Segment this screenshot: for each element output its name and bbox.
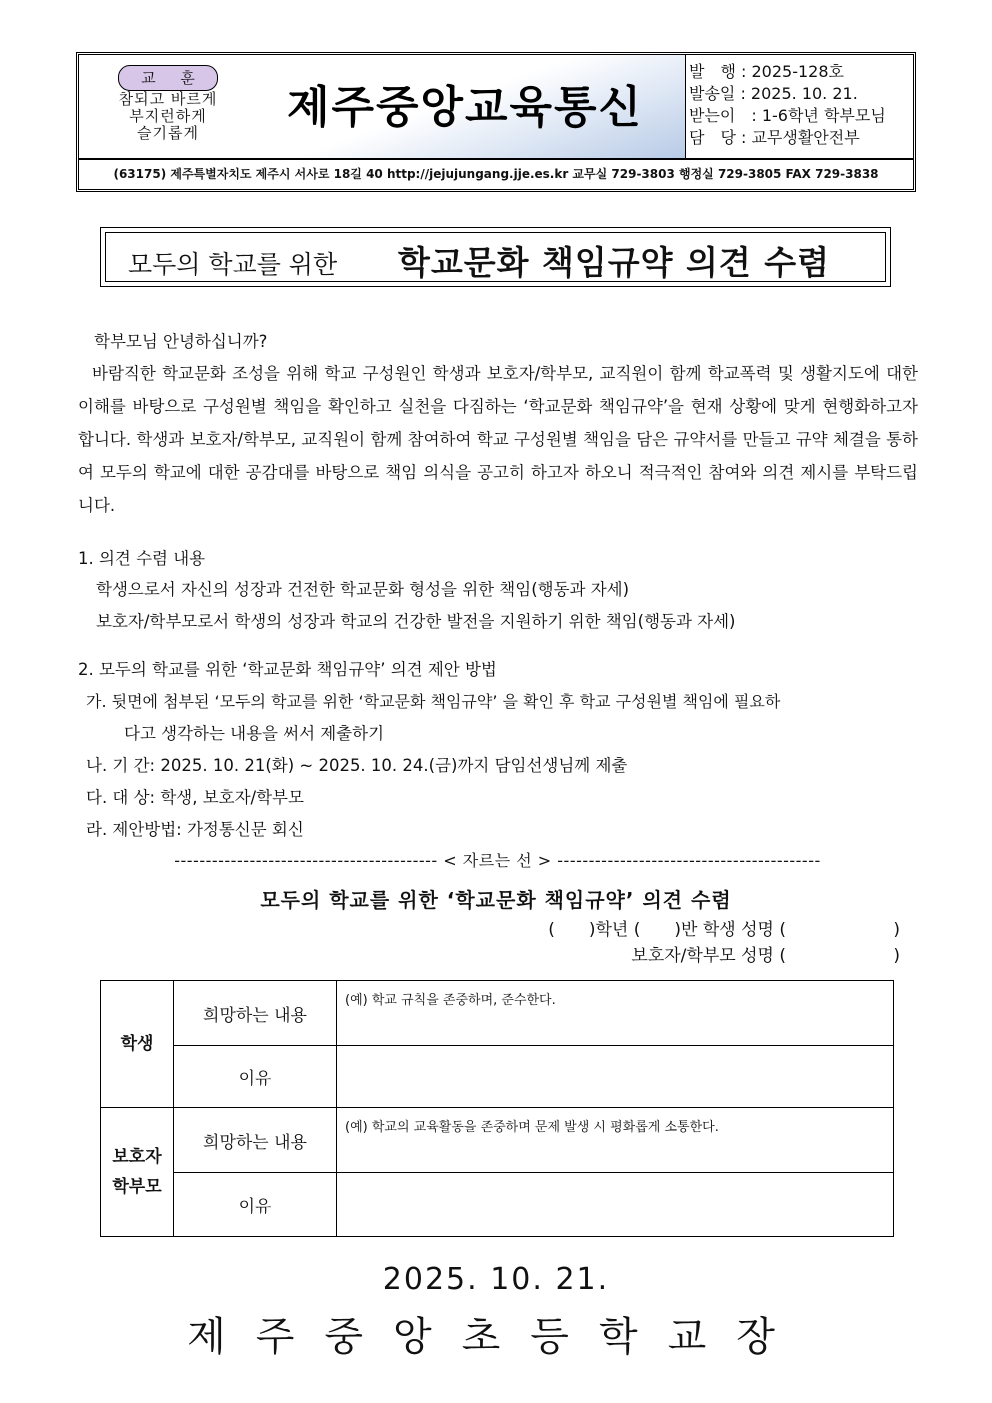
issue-date: 2025. 10. 21. [382, 1262, 610, 1297]
intro-paragraph: 바람직한 학교문화 조성을 위해 학교 구성원인 학생과 보호자/학부모, 교직원이 함께 학교폭력 및 생활지도에 대한 이해를 바탕으로 구성원별 책임을 확인하고 실천을 다짐하는 ‘학교문화 책임규약’을 현재 상황에 맞게 현행화하고자 합니다. 학생과 보호자/학부모, 교직원이 함께 참여하여 학교 구성원별 책임을 담은 규약서를 만들고 규약 체결을 통하여 모두의 학교에 대한 공감대를 바탕으로 책임 의식을 공고히 하고자 하오니 적극적인 참여와 의견 제시를 부탁드립니다. [78, 364, 918, 515]
newsletter-header [76, 52, 916, 192]
parent-reason-label: 이유 [174, 1173, 337, 1237]
section2-heading: 2. 모두의 학교를 위한 ‘학교문화 책임규약’ 의견 제안 방법 [78, 660, 497, 679]
send-date: 발송일 : 2025. 10. 21. [689, 84, 858, 103]
parent-reason-field[interactable] [337, 1173, 894, 1237]
greeting: 학부모님 안녕하십니까? [94, 332, 268, 351]
school-address: (63175) 제주특별자치도 제주시 서사로 18길 40 http://jejujungang.jje.es.kr 교무실 729-3803 행정실 729-3805 FAX 729-3838 [113, 167, 879, 181]
student-reason-label: 이유 [174, 1046, 337, 1108]
main-title-box [100, 227, 891, 287]
parent-category [101, 1108, 174, 1237]
main-title-prefix: 모두의 학교를 위한 [128, 250, 338, 279]
motto-line: 부지런하게 [129, 107, 207, 125]
principal-signature: 제주중앙초등학교장 [187, 1314, 805, 1360]
section2-item-ga-cont: 다고 생각하는 내용을 써서 제출하기 [124, 724, 385, 743]
parent-wish-label: 희망하는 내용 [174, 1108, 337, 1173]
form-title: 모두의 학교를 위한 ‘학교문화 책임규약’ 의견 수렴 [260, 888, 732, 912]
section2-item-ra: 라. 제안방법: 가정통신문 회신 [86, 820, 304, 839]
section1-item: 학생으로서 자신의 성장과 건전한 학교문화 형성을 위한 책임(행동과 자세) [96, 580, 630, 599]
student-category: 학생 [101, 981, 174, 1108]
student-wish-label: 희망하는 내용 [174, 981, 337, 1046]
department: 담 당 : 교무생활안전부 [689, 128, 860, 147]
parent-category-line1: 보호자 [112, 1147, 162, 1167]
school-motto [79, 55, 258, 158]
opinion-form-table [100, 980, 894, 1237]
section2-item-na: 나. 기 간: 2025. 10. 21(화) ~ 2025. 10. 24.(금)까지 담임선생님께 제출 [86, 756, 628, 775]
newsletter-title: 제주중앙교육통신 [287, 82, 644, 133]
section1-heading: 1. 의견 수렴 내용 [78, 549, 206, 568]
header-top-row [79, 55, 913, 160]
main-title-inner [105, 232, 886, 282]
cut-line: ------------------------------------------ < 자르는 선 > ------------------------------------------ [174, 851, 821, 870]
section1-item: 보호자/학부모로서 학생의 성장과 학교의 건강한 발전을 지원하기 위한 책임(행동과 자세) [96, 612, 736, 631]
main-title: 학교문화 책임규약 의견 수렴 [398, 243, 831, 282]
parent-category-line2: 학부모 [112, 1177, 162, 1197]
issue-info [689, 61, 886, 149]
parent-wish-field[interactable]: (예) 학교의 교육활동을 존중하며 문제 발생 시 평화롭게 소통한다. [337, 1108, 894, 1173]
section2-item-ga: 가. 뒷면에 첨부된 ‘모두의 학교를 위한 ‘학교문화 책임규약’ 을 확인 후 학교 구성원별 책임에 필요하 [86, 692, 781, 711]
parent-name-line[interactable]: 보호자/학부모 성명 ( ) [631, 946, 900, 966]
motto-line: 참되고 바르게 [118, 90, 218, 108]
section2-item-da: 다. 대 상: 학생, 보호자/학부모 [86, 788, 304, 807]
student-wish-field[interactable]: (예) 학교 규칙을 존중하며, 준수한다. [337, 981, 894, 1046]
recipient: 받는이 : 1-6학년 학부모님 [689, 106, 886, 125]
motto-line: 슬기롭게 [137, 124, 199, 142]
newsletter-title-cell [257, 55, 686, 158]
student-reason-field[interactable] [337, 1046, 894, 1108]
student-name-line[interactable]: ( )학년 ( )반 학생 성명 ( ) [548, 920, 900, 940]
motto-badge: 교 훈 [118, 65, 218, 91]
issue-number: 발 행 : 2025-128호 [689, 62, 844, 81]
